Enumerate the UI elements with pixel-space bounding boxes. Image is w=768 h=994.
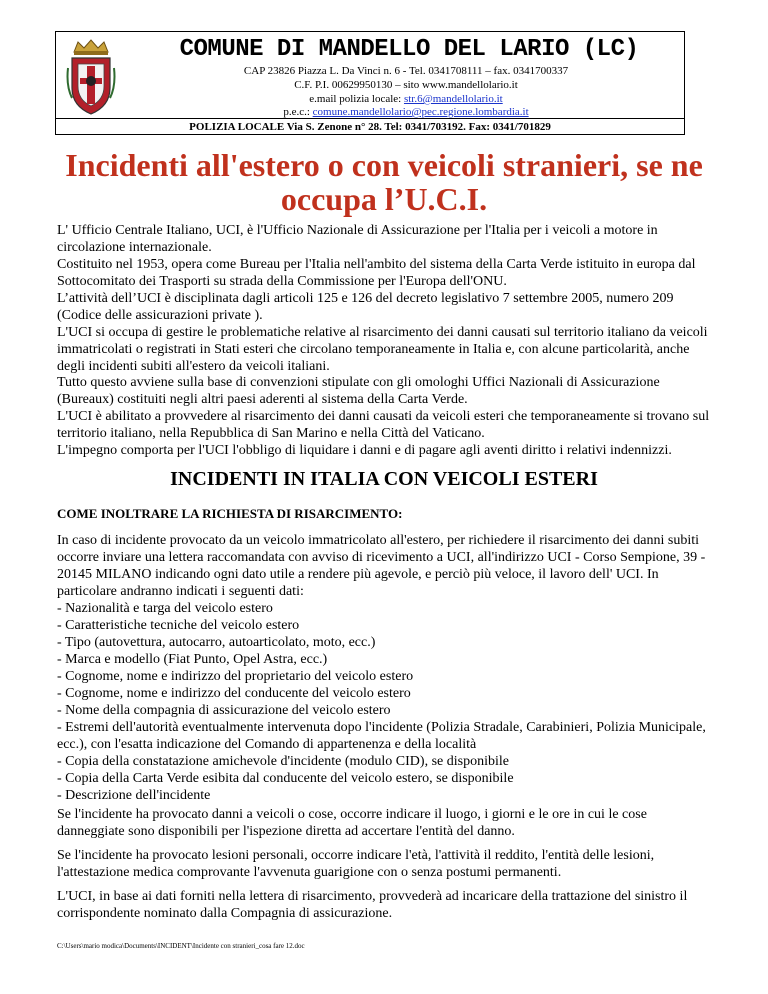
email-label: e.mail polizia locale:	[309, 93, 404, 105]
email-link[interactable]: str.6@mandellolario.it	[403, 93, 503, 105]
request-items-list	[57, 600, 715, 804]
document-title: Incidenti all'estero o con veicoli stranieri, se ne occupa l’U.C.I.	[65, 147, 703, 217]
sub-heading: COME INOLTRARE LA RICHIESTA DI RISARCIMENTO:	[57, 506, 403, 521]
list-item: - Descrizione dell'incidente	[57, 788, 211, 803]
address-line: CAP 23826 Piazza L. Da Vinci n. 6 - Tel. 0341708111 – fax. 0341700337	[243, 65, 569, 77]
intro-line: L'UCI si occupa di gestire le problematiche relative al risarcimento dei danni causati sul territorio italiano da veicoli immatricolati o registrati in Stati esteri che circolano temporaneamente in Italia e, con alcune particolarità, anche degli incidenti subiti all'estero da veicoli italiani.	[57, 325, 708, 374]
list-item: - Caratteristiche tecniche del veicolo estero	[57, 618, 300, 633]
fiscal-line: C.F. P.I. 00629950130 – sito www.mandellolario.it	[294, 79, 518, 91]
list-item: - Copia della Carta Verde esibita dal conducente del veicolo estero, se disponibile	[57, 771, 514, 786]
list-item: - Estremi dell'autorità eventualmente intervenuta dopo l'incidente (Polizia Stradale, Carabinieri, Polizia Municipale, ecc.), con l'esatta indicazione del Comando di appartenenza e della località	[57, 720, 706, 752]
list-item: - Nome della compagnia di assicurazione del veicolo estero	[57, 703, 391, 718]
intro-line: Costituito nel 1953, opera come Bureau per l'Italia nell'ambito del sistema della Carta Verde istituito in europa dal Sottocomitato dei Trasporti su strada della Commissione per l'Europa dell'ONU.	[57, 257, 696, 289]
conventions-line: L'UCI è abilitato a provvedere al risarcimento dei danni causati da veicoli esteri che temporaneamente si trovano sul territorio italiano, nella Repubblica di San Marino e nella Città del Vaticano.	[57, 409, 710, 441]
letterhead	[55, 31, 685, 135]
list-item: - Nazionalità e targa del veicolo estero	[57, 601, 273, 616]
police-divider	[56, 118, 684, 119]
list-item: - Cognome, nome e indirizzo del conducente del veicolo estero	[57, 686, 411, 701]
intro-line: L’attività dell’UCI è disciplinata dagli articoli 125 e 126 del decreto legislativo 7 settembre 2005, numero 209 (Codice delle assicurazioni private ).	[57, 291, 674, 323]
request-intro: In caso di incidente provocato da un veicolo immatricolato all'estero, per richiedere il risarcimento dei danni subiti occorre inviare una lettera raccomandata con avviso di ricevimento a UCI, all'indirizzo UCI - Corso Sempione, 39 - 20145 MILANO indicando ogni dato utile a rendere più agevole, e perciò più veloce, il lavoro dell' UCI. In particolare andranno indicati i seguenti dati:	[57, 533, 706, 599]
municipality-title: COMUNE DI MANDELLO DEL LARIO (LC)	[179, 36, 639, 63]
request-paragraph	[57, 532, 715, 804]
section-heading: INCIDENTI IN ITALIA CON VEICOLI ESTERI	[170, 468, 598, 490]
intro-line: L' Ufficio Centrale Italiano, UCI, è l'Ufficio Nazionale di Assicurazione per l'Italia per i veicoli a motore in circolazione internazionale.	[57, 223, 658, 255]
intro-paragraph	[57, 222, 715, 375]
conventions-line: Tutto questo avviene sulla base di convenzioni stipulate con gli omologhi Uffici Nazionali di Assicurazione (Bureaux) costituiti negli altri paesi aderenti al sistema della Carta Verde.	[57, 375, 660, 407]
email-line	[186, 92, 626, 106]
pec-label: p.e.c.:	[283, 106, 313, 118]
pec-link[interactable]: comune.mandellolario@pec.regione.lombardia.it	[312, 106, 529, 118]
list-item: - Copia della constatazione amichevole d'incidente (modulo CID), se disponibile	[57, 754, 509, 769]
list-item: - Tipo (autovettura, autocarro, autoarticolato, moto, ecc.)	[57, 635, 376, 650]
list-item: - Cognome, nome e indirizzo del proprietario del veicolo estero	[57, 669, 414, 684]
damage-things-paragraph: Se l'incidente ha provocato danni a veicoli o cose, occorre indicare il luogo, i giorni e le ore in cui le cose danneggiate sono disponibili per l'ispezione diretta ad accertare l'entità del danno.	[57, 807, 647, 839]
municipal-crest-icon	[66, 38, 116, 116]
police-contacts: POLIZIA LOCALE Via S. Zenone n° 28. Tel: 0341/703192. Fax: 0341/701829	[189, 121, 551, 133]
conventions-line: L'impegno comporta per l'UCI l'obbligo di liquidare i danni e di pagare agli aventi diritto i relativi indennizzi.	[57, 443, 672, 458]
list-item: - Marca e modello (Fiat Punto, Opel Astra, ecc.)	[57, 652, 328, 667]
pec-line	[186, 105, 626, 119]
damage-persons-paragraph: Se l'incidente ha provocato lesioni personali, occorre indicare l'età, l'attività il reddito, l'entità delle lesioni, l'attestazione medica comprovante l'avvenuta guarigione con o senza postumi permanenti.	[57, 848, 655, 880]
file-path-footer: C:\Users\mario modica\Documents\INCIDENT\Incidente con stranieri_cosa fare 12.doc	[57, 942, 305, 950]
conventions-paragraph	[57, 374, 715, 459]
uci-action-paragraph: L'UCI, in base ai dati forniti nella lettera di risarcimento, provvederà ad incaricare della trattazione del sinistro il corrispondente nominato dalla Compagnia di assicurazione.	[57, 889, 688, 921]
